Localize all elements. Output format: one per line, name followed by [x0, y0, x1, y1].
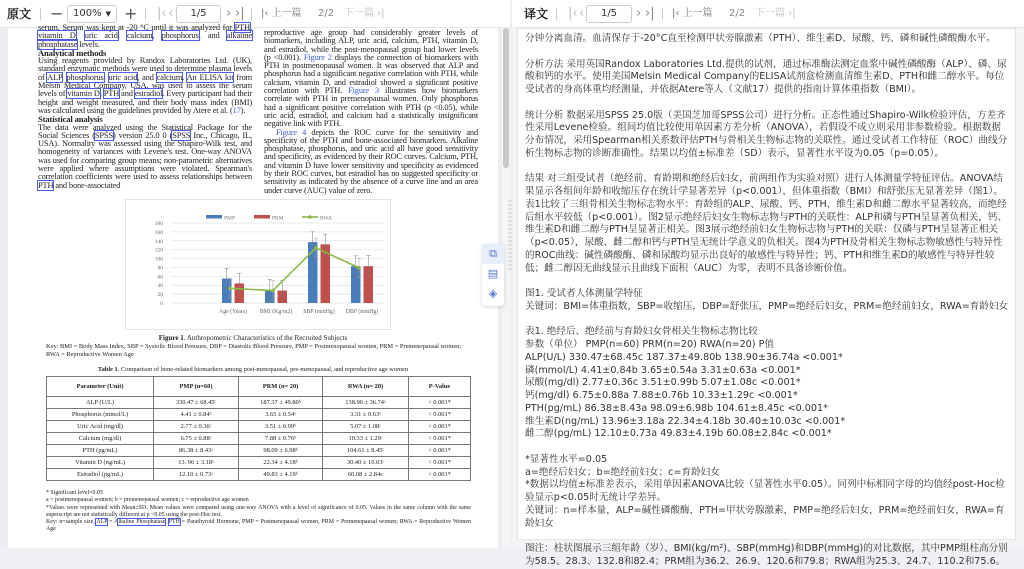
text-run: levels.	[77, 39, 100, 49]
biomarker-table	[46, 376, 471, 481]
translation-paragraph: *数据以均值±标准差表示，采用单因素ANOVA比较（显著性水平0.05）。同列中标相同字母的均值经post-Hoc检验显示p<0.05时无统计学差异。	[525, 479, 1005, 503]
note-line: *Values were represented with Mean±SD. Mean values were compared using one-way ANOVA with a level of significance of 0.05. Values in the same column with the same superscript are not statistically different at p <0.05 using the post-Hoc test.	[46, 504, 471, 518]
table-cell: 6.75 ± 0.88ᵃ	[154, 433, 239, 445]
legend-label: RWA	[320, 215, 332, 222]
blank-line	[525, 97, 1009, 110]
table-cell: Calcium (mg/dl)	[47, 433, 154, 445]
table-cell: 30.40 ± 10.03ᶜ	[323, 457, 409, 469]
divider	[251, 8, 252, 20]
text-run: , and	[198, 31, 227, 41]
divider	[145, 8, 146, 20]
table-cell: 7.88 ± 0.76ᵇ	[239, 433, 323, 445]
text-run: ,	[165, 519, 169, 526]
text-run: ,	[61, 72, 67, 82]
page-input[interactable]: 1/5	[586, 5, 632, 23]
table-row	[47, 445, 471, 457]
reference-link[interactable]: Figure 2	[303, 52, 332, 62]
zoom-value: 100%	[73, 8, 102, 19]
text-run: ).	[240, 105, 246, 115]
paragraph	[38, 57, 252, 115]
table-cell: 98.09 ± 6.98ᵇ	[239, 445, 323, 457]
highlighted-term[interactable]: An ELISA kit	[186, 72, 234, 82]
table-header-row	[47, 377, 471, 397]
divider	[662, 8, 663, 20]
translation-pane	[512, 0, 1024, 567]
translation-toolbar	[512, 0, 1024, 28]
paragraph	[38, 124, 252, 190]
text-run: , and	[137, 72, 157, 82]
highlighted-term[interactable]: ALP	[47, 72, 62, 82]
figure-key: Key: BMI = Body Mass Index, SBP = Systolic Blood Pressure, DBP = Diastolic Blood Pressure, PMP = Postmenopausal women, PRM = Premenopausal women; RWA = Reproductive Women Age	[46, 343, 462, 358]
translation-paragraph: 图注：柱状图展示三组年龄（岁）、BMI(kg/m²)、SBP(mmHg)和DBP(mmHg)的对比数据，其中PMP组柱高分别为58.5、28.3、132.8和82.4；PRM组为36.2、26.9、120.6和79.8；RWA组为25.3、24.7、110.2和75.6。	[525, 543, 1008, 567]
blank-line	[525, 161, 1009, 174]
highlighted-term[interactable]: SPSS	[172, 130, 191, 140]
scrollbar-thumb[interactable]	[503, 28, 509, 168]
blank-line	[525, 314, 1009, 327]
last-icon: ›|	[785, 8, 796, 19]
table-row	[47, 397, 471, 409]
table-cell: PTH (pg/mL)	[47, 445, 154, 457]
doc-count: 2/2	[729, 8, 746, 19]
table-notes	[46, 490, 471, 534]
blank-line	[525, 46, 1009, 59]
highlighted-term[interactable]: PTH	[234, 23, 251, 32]
text-run: depicts the ROC curve for the sensitivity and specificity of the PTH and bone-associated biomarkers. Alkaline phosphatase, phosphorus, and uric acid all have good sensitivity and specificity, as evidenced by their ROC curves. Calcium, PTH, and vitamin D have lower sensitivity and specificity as evidenced by their ROC curves, but estradiol has no suggested specificity or sensitivity as indicated by the absence of a curve line and an area under curve (AUC) value of zero.	[264, 127, 478, 195]
table-cell: 2.77 ± 0.36ᶜ	[154, 421, 239, 433]
translation-paragraph: 磷(mmol/L) 4.41±0.84b 3.65±0.54a 3.31±0.63a <0.001*	[525, 364, 801, 376]
floating-toolbar	[482, 244, 504, 306]
translation-paragraph: 结果 对三组受试者（绝经前、育龄期和绝经后妇女，前两组作为实验对照）进行人体测量学特征评估。ANOVA结果显示各组间年龄和收缩压存在统计学显著差异（p<0.001），但体重指数（BMI）和舒张压无显著差异（图1）。表1比较了三组骨相关生物标志物水平：育龄组的ALP、尿酸、钙、PTH、维生素D和雌二醇水平显著较高，而绝经后组水平较低（p<0.001）。图2显示绝经后妇女生物标志物与PTH的关联性：ALP和磷与PTH呈显著负相关，钙、维生素D和雌二醇与PTH呈显著正相关。图3展示绝经前妇女生物标志物与PTH的关联：仅磷与PTH呈显著正相关（p<0.05），尿酸、雌二醇和钙与PTH呈无统计学意义的负相关。图4为PTH及骨相关生物标志物敏感性与特异性的ROC曲线：碱性磷酸酶、磷和尿酸均显示出良好的敏感性与特异性；钙、PTH和维生素D的敏感性与特异性较低；雌二醇因无曲线显示且曲线下面积（AUC）为零，表明不具备诊断价值。	[525, 173, 1008, 274]
table-cell: Vitamin D (ng/mL)	[47, 457, 154, 469]
text-run: ,	[117, 31, 127, 41]
doc-count: 2/2	[318, 8, 335, 19]
prev-doc-button[interactable]	[261, 0, 302, 28]
y-tick-label: 160	[154, 229, 163, 236]
minus-icon[interactable]: −	[50, 4, 64, 23]
table-cell: 49.83 ± 4.19ᵇ	[239, 469, 323, 481]
x-tick-label: DBP (mmHg)	[345, 309, 379, 315]
table-cell: 3.65 ± 0.54ᵃ	[239, 409, 323, 421]
highlighted-term[interactable]: uric acid	[84, 31, 118, 41]
divider	[556, 8, 557, 20]
y-tick-label: 80	[157, 265, 163, 272]
divider	[40, 8, 41, 20]
original-title: 原文	[7, 7, 32, 21]
highlighted-term[interactable]: phosphorus	[66, 72, 104, 82]
note-line: * Significant level=0.05	[46, 490, 103, 496]
text-run: ,	[103, 72, 109, 82]
highlighted-term[interactable]: phosphorus	[161, 31, 199, 41]
prev-doc-label: 上一篇	[682, 8, 713, 19]
blank-line	[525, 530, 1009, 543]
highlighted-term[interactable]: estradiol	[134, 89, 163, 99]
translate-text-icon[interactable]: ▤	[487, 267, 499, 280]
table-cell: 60.08 ± 2.84c	[323, 469, 409, 481]
table-cell: < 0.001*	[409, 433, 471, 445]
paragraph	[264, 129, 478, 195]
table-row	[47, 469, 471, 481]
table-cell: 4.41 ± 0.84ᵇ	[154, 409, 239, 421]
translation-paragraph: 分钟分离血清。血清保存于-20°C直至检测甲状旁腺激素（PTH）、维生素D、尿酸、钙、磷和碱性磷酸酶水平。	[525, 33, 996, 44]
figure-label: Figure 1	[158, 334, 184, 342]
translation-paragraph: 图1. 受试者人体测量学特征	[525, 288, 643, 299]
zoom-select[interactable]	[67, 5, 117, 23]
note-line: a = postmenopausal women; b = premenopausal women; c = reproductive age women	[46, 497, 249, 504]
highlighted-term[interactable]: calcium	[156, 72, 183, 82]
translation-paragraph: a=绝经后妇女；b=绝经前妇女；c=育龄妇女	[525, 466, 720, 478]
translation-paragraph: 关键词：BMI=体重指数，SBP=收缩压，DBP=舒张压，PMP=绝经后妇女，PRM=绝经前妇女，RWA=育龄妇女	[525, 300, 1009, 312]
last-icon: ›|	[374, 8, 385, 19]
table-cell: 3.51 ± 0.99ᵇ	[239, 421, 323, 433]
table-cell: 22.34 ± 4.18ᵇ	[239, 457, 323, 469]
text-run: ,	[75, 31, 85, 41]
eye-icon[interactable]: ◈	[488, 287, 498, 300]
table-cell: 3.31 ± 0.63ᵃ	[323, 409, 409, 421]
translation-paragraph: 尿酸(mg/dl) 2.77±0.36c 3.51±0.99b 5.07±1.08c <0.001*	[525, 377, 801, 389]
table-row	[47, 409, 471, 421]
text-run: displays the connection of biomarkers with PTH in postmenopausal women. It was observed that ALP and phosphorus had a significant negative correlation with PTH, while calcium, vitamin D, and estradiol showed a significant positive correlation with PTH.	[264, 52, 478, 96]
reference-link[interactable]: 17	[232, 105, 241, 115]
table-cell: Uric Acid (mg/dl)	[47, 421, 154, 433]
point-rwa	[314, 246, 318, 250]
text-run: serum. Serum was kept at -20 °C until it was analyzed for	[38, 23, 235, 32]
legend-label: PRM	[272, 215, 284, 222]
prev-page-icon[interactable]: ‹	[579, 6, 585, 21]
y-tick-label: 180	[154, 221, 163, 227]
section-heading: Analytical methods	[38, 47, 107, 58]
table-row	[47, 433, 471, 445]
blank-line	[525, 275, 1009, 288]
original-pane	[0, 0, 510, 548]
highlighted-term[interactable]: lkaline Phosphatase	[118, 519, 166, 526]
paragraph	[38, 24, 252, 49]
table-key	[46, 519, 471, 534]
last-page-icon[interactable]: ›|	[235, 6, 245, 21]
first-icon: |‹	[261, 8, 272, 19]
translation-paragraph: 表1. 绝经后、绝经前与育龄妇女骨相关生物标志物比较	[525, 326, 758, 338]
next-page-icon[interactable]: ›	[636, 6, 642, 21]
prev-doc-label: 上一篇	[271, 8, 302, 19]
point-rwa	[357, 266, 361, 270]
translation-paragraph: *显著性水平=0.05	[525, 453, 608, 465]
text-run: and bone-associated	[53, 180, 121, 190]
y-tick-label: 140	[154, 238, 163, 245]
next-page-icon[interactable]: ›	[226, 6, 232, 21]
translate-compare-icon[interactable]: ⧉	[482, 244, 504, 264]
table-cell: 5.07 ± 1.08ᶜ	[323, 421, 409, 433]
text-run: ,	[99, 89, 104, 99]
next-doc-button[interactable]	[344, 0, 385, 28]
table-caption	[8, 366, 498, 374]
translation-paragraph: 雌二醇(pg/mL) 12.10±0.73a 49.83±4.19b 60.08±2.84c <0.001*	[525, 428, 832, 440]
column-header: PMP (n=60)	[154, 377, 239, 397]
y-tick-label: 40	[157, 283, 163, 290]
plus-icon[interactable]: +	[124, 4, 138, 23]
line-rwa	[230, 248, 359, 291]
section-heading: Statistical analysis	[38, 114, 103, 125]
text-run: The data were analyzed using the Statistical Package for the Social Sciences (	[38, 122, 252, 140]
text-run: ) version 25.0 0 (	[112, 130, 173, 140]
table-cell: 86.38 ± 8.43ᵃ	[154, 445, 239, 457]
text-run: = Parathyroid Hormone, PMP = Postmenopausal women, PRM = Premenopausal women; RWA = Reproductive Women Age	[46, 519, 471, 533]
translation-paragraph: 钙(mg/dl) 6.75±0.88a 7.88±0.76b 10.33±1.29c <0.001*	[525, 390, 798, 401]
page-input[interactable]: 1/5	[176, 5, 221, 23]
translation-paragraph: PTH(pg/mL) 86.38±8.43a 98.09±6.98b 104.61±8.45c <0.001*	[525, 402, 828, 414]
highlighted-term[interactable]: calcium	[126, 31, 153, 41]
text-run: Key: n=sample size,	[46, 519, 97, 526]
pdf-page	[8, 23, 498, 548]
column-header: P-Value	[409, 377, 471, 397]
table-cell: 13. 96 ± 3.18ᵃ	[154, 457, 239, 469]
reference-link[interactable]: Figure 3	[348, 86, 380, 96]
column-header: RWA (n= 20)	[323, 377, 409, 397]
prev-page-icon[interactable]: ‹	[168, 6, 174, 21]
translation-text	[517, 28, 1016, 567]
text-run: ,	[250, 23, 252, 32]
highlighted-term[interactable]: vitamin D	[38, 31, 76, 41]
y-tick-label: 60	[157, 274, 163, 281]
text-column-left	[38, 24, 252, 190]
first-page-icon[interactable]: |‹	[157, 6, 167, 21]
prev-doc-button[interactable]	[672, 0, 713, 28]
translation-paragraph: 统计分析 数据采用SPSS 25.0版（美国芝加哥SPSS公司）进行分析。正态性通过Shapiro-Wilk检验评估，方差齐性采用Levene检验。组间均值比较使用单因素方差分析（ANOVA），若假设不成立则采用非参数检验。根据数据分布情况，采用Spearman相关系数评估PTH与骨相关生物标志物的关联性。通过受试者工作特征（ROC）曲线分析生物标志物的诊断准确性。结果以均值±标准差（SD）表示，显著性水平设为0.05（p=0.05）。	[525, 109, 1008, 159]
highlighted-term[interactable]: ALP	[96, 519, 108, 526]
figure-1-chart	[125, 199, 391, 330]
figure-title: . Anthropometric Characteristics of the Recruited Subjects	[183, 334, 348, 342]
translation-paragraph: 分析方法 采用英国Randox Laboratories Ltd.提供的试剂，通过标准酶法测定血浆中碱性磷酸酶（ALP）、磷、尿酸和钙的水平。使用美国Melsin Medical Company的ELISA试剂盒检测血清维生素D、PTH和雌二醇水平。每位受试者的身高体重均经测量，并依据Atere等人（文献17）提供的指南计算体重指数（BMI）。	[525, 58, 1007, 95]
text-column-right	[264, 29, 478, 195]
last-page-icon[interactable]: ›|	[645, 6, 655, 21]
highlighted-term[interactable]: SPSS	[94, 130, 113, 140]
legend-swatch	[206, 215, 222, 219]
column-header: PRM (n= 20)	[239, 377, 323, 397]
text-run: = A	[107, 519, 119, 526]
chevron-down-icon: ▼	[105, 10, 111, 18]
table-cell: < 0.001*	[409, 397, 471, 409]
highlighted-term[interactable]: vitamin D	[67, 89, 100, 99]
legend-marker	[308, 215, 312, 219]
legend-swatch	[254, 215, 270, 219]
table-cell: 330.47 ± 68.45ᶜ	[154, 397, 239, 409]
figure-caption	[8, 334, 498, 342]
translation-paragraph: ALP(U/L) 330.47±68.45c 187.37±49.80b 138.90±36.74a <0.001*	[525, 351, 843, 363]
table-cell: Estradiol (pg/mL)	[47, 469, 154, 481]
bar-chart	[126, 200, 392, 331]
first-page-icon[interactable]: |‹	[568, 6, 578, 21]
paragraph	[264, 29, 478, 129]
text-run: .	[182, 72, 187, 82]
next-doc-button[interactable]	[755, 0, 796, 28]
text-run: ,	[152, 31, 162, 41]
point-rwa	[228, 287, 232, 291]
y-tick-label: 100	[154, 256, 163, 263]
highlighted-term[interactable]: uric acid	[108, 72, 138, 82]
translation-paragraph: 关键词：n=样本量，ALP=碱性磷酸酶，PTH=甲状旁腺激素，PMP=绝经后妇女，PRM=绝经前妇女，RWA=育龄妇女	[525, 504, 1005, 529]
y-tick-label: 120	[154, 247, 163, 254]
table-cell: 12.10 ± 0.73ᵃ	[154, 469, 239, 481]
translation-paragraph: 维生素D(ng/mL) 13.96±3.18a 22.34±4.18b 30.40±10.03c <0.001*	[525, 415, 846, 427]
next-doc-label: 下一篇	[344, 8, 374, 19]
highlighted-term[interactable]: PTH	[38, 180, 54, 190]
x-tick-label: SBP (mmHg)	[303, 309, 335, 315]
text-run: reproductive age group had considerably greater levels of biomarkers, including ALP, uric acid, calcium, PTH, vitamin D, and estradiol, while the post-menopausal group had lower levels (p <0.001).	[264, 28, 478, 62]
text-run: illustrates how biomarkers correlate with PTH in premenopausal women. Only phosphorus had a significant positive correlation with PTH (p <0.05), while uric acid, estradiol, and calcium had a statistically insignificant negative link with PTH.	[264, 86, 478, 129]
table-row	[47, 421, 471, 433]
table-cell: < 0.001*	[409, 421, 471, 433]
translation-paragraph: 参数（单位） PMP(n=60) PRM(n=20) RWA(n=20) P值	[525, 339, 774, 350]
column-header: Parameter (Unit)	[47, 377, 154, 397]
highlighted-term[interactable]: alkaline phosphatase	[38, 31, 252, 49]
table-cell: < 0.001*	[409, 445, 471, 457]
highlighted-term[interactable]: PTH	[168, 519, 180, 526]
y-tick-label: 0	[160, 301, 163, 307]
table-cell: < 0.001*	[409, 409, 471, 421]
table-cell: 187.37 ± 49.80ᵇ	[239, 397, 323, 409]
translation-title: 译文	[524, 7, 549, 21]
text-run: . Every participant had their height and weight measured, and their body mass index (BMI) was calculated using the guidelines provided by Atere et al. (	[38, 89, 253, 115]
text-run: from Melsin Medical Company, USA, was used to assess the serum levels of	[38, 72, 252, 99]
table-row	[47, 457, 471, 469]
table-cell: 10.33 ± 1.29ᶜ	[323, 433, 409, 445]
next-doc-label: 下一篇	[755, 8, 785, 19]
text-run: Inc., Chicago, IL, USA). Normality was assessed using the Shapiro-Wilk test, and homogeneity of variances with Levene's test. One-way ANOVA was used for comparing group means; non-parametric alternatives were applied where assumptions were violated. Spearman's correlation coefficients were used to assess relationships between	[38, 130, 252, 182]
table-cell: 104.61 ± 8.45ᶜ	[323, 445, 409, 457]
table-label: Table 1	[97, 366, 118, 373]
text-run: Using reagents provided by Randox Laboratories Ltd. (UK), standard enzymatic methods were used to determine plasma levels of	[38, 56, 252, 82]
table-cell: Phosphorus (mmol/L)	[47, 409, 154, 421]
text-run: and	[119, 89, 135, 99]
x-tick-label: BMI (Kg/m2)	[259, 309, 293, 315]
reference-link[interactable]: Figure 4	[276, 127, 307, 137]
table-cell: < 0.001*	[409, 469, 471, 481]
table-cell: < 0.001*	[409, 457, 471, 469]
table-cell: 138.90 ± 36.74ᵃ	[323, 397, 409, 409]
table-cell: ALP (U/L)	[47, 397, 154, 409]
first-icon: |‹	[672, 8, 683, 19]
table-title: . Comparison of bone-related biomarkers among post-menopausal, pre-menopausal, and reproductive age women	[117, 366, 409, 373]
highlighted-term[interactable]: PTH	[103, 89, 120, 99]
point-rwa	[271, 289, 275, 293]
legend-label: PMP	[224, 215, 236, 222]
x-tick-label: Age (Years)	[219, 309, 247, 315]
blank-line	[525, 441, 1009, 454]
y-tick-label: 20	[157, 292, 163, 299]
